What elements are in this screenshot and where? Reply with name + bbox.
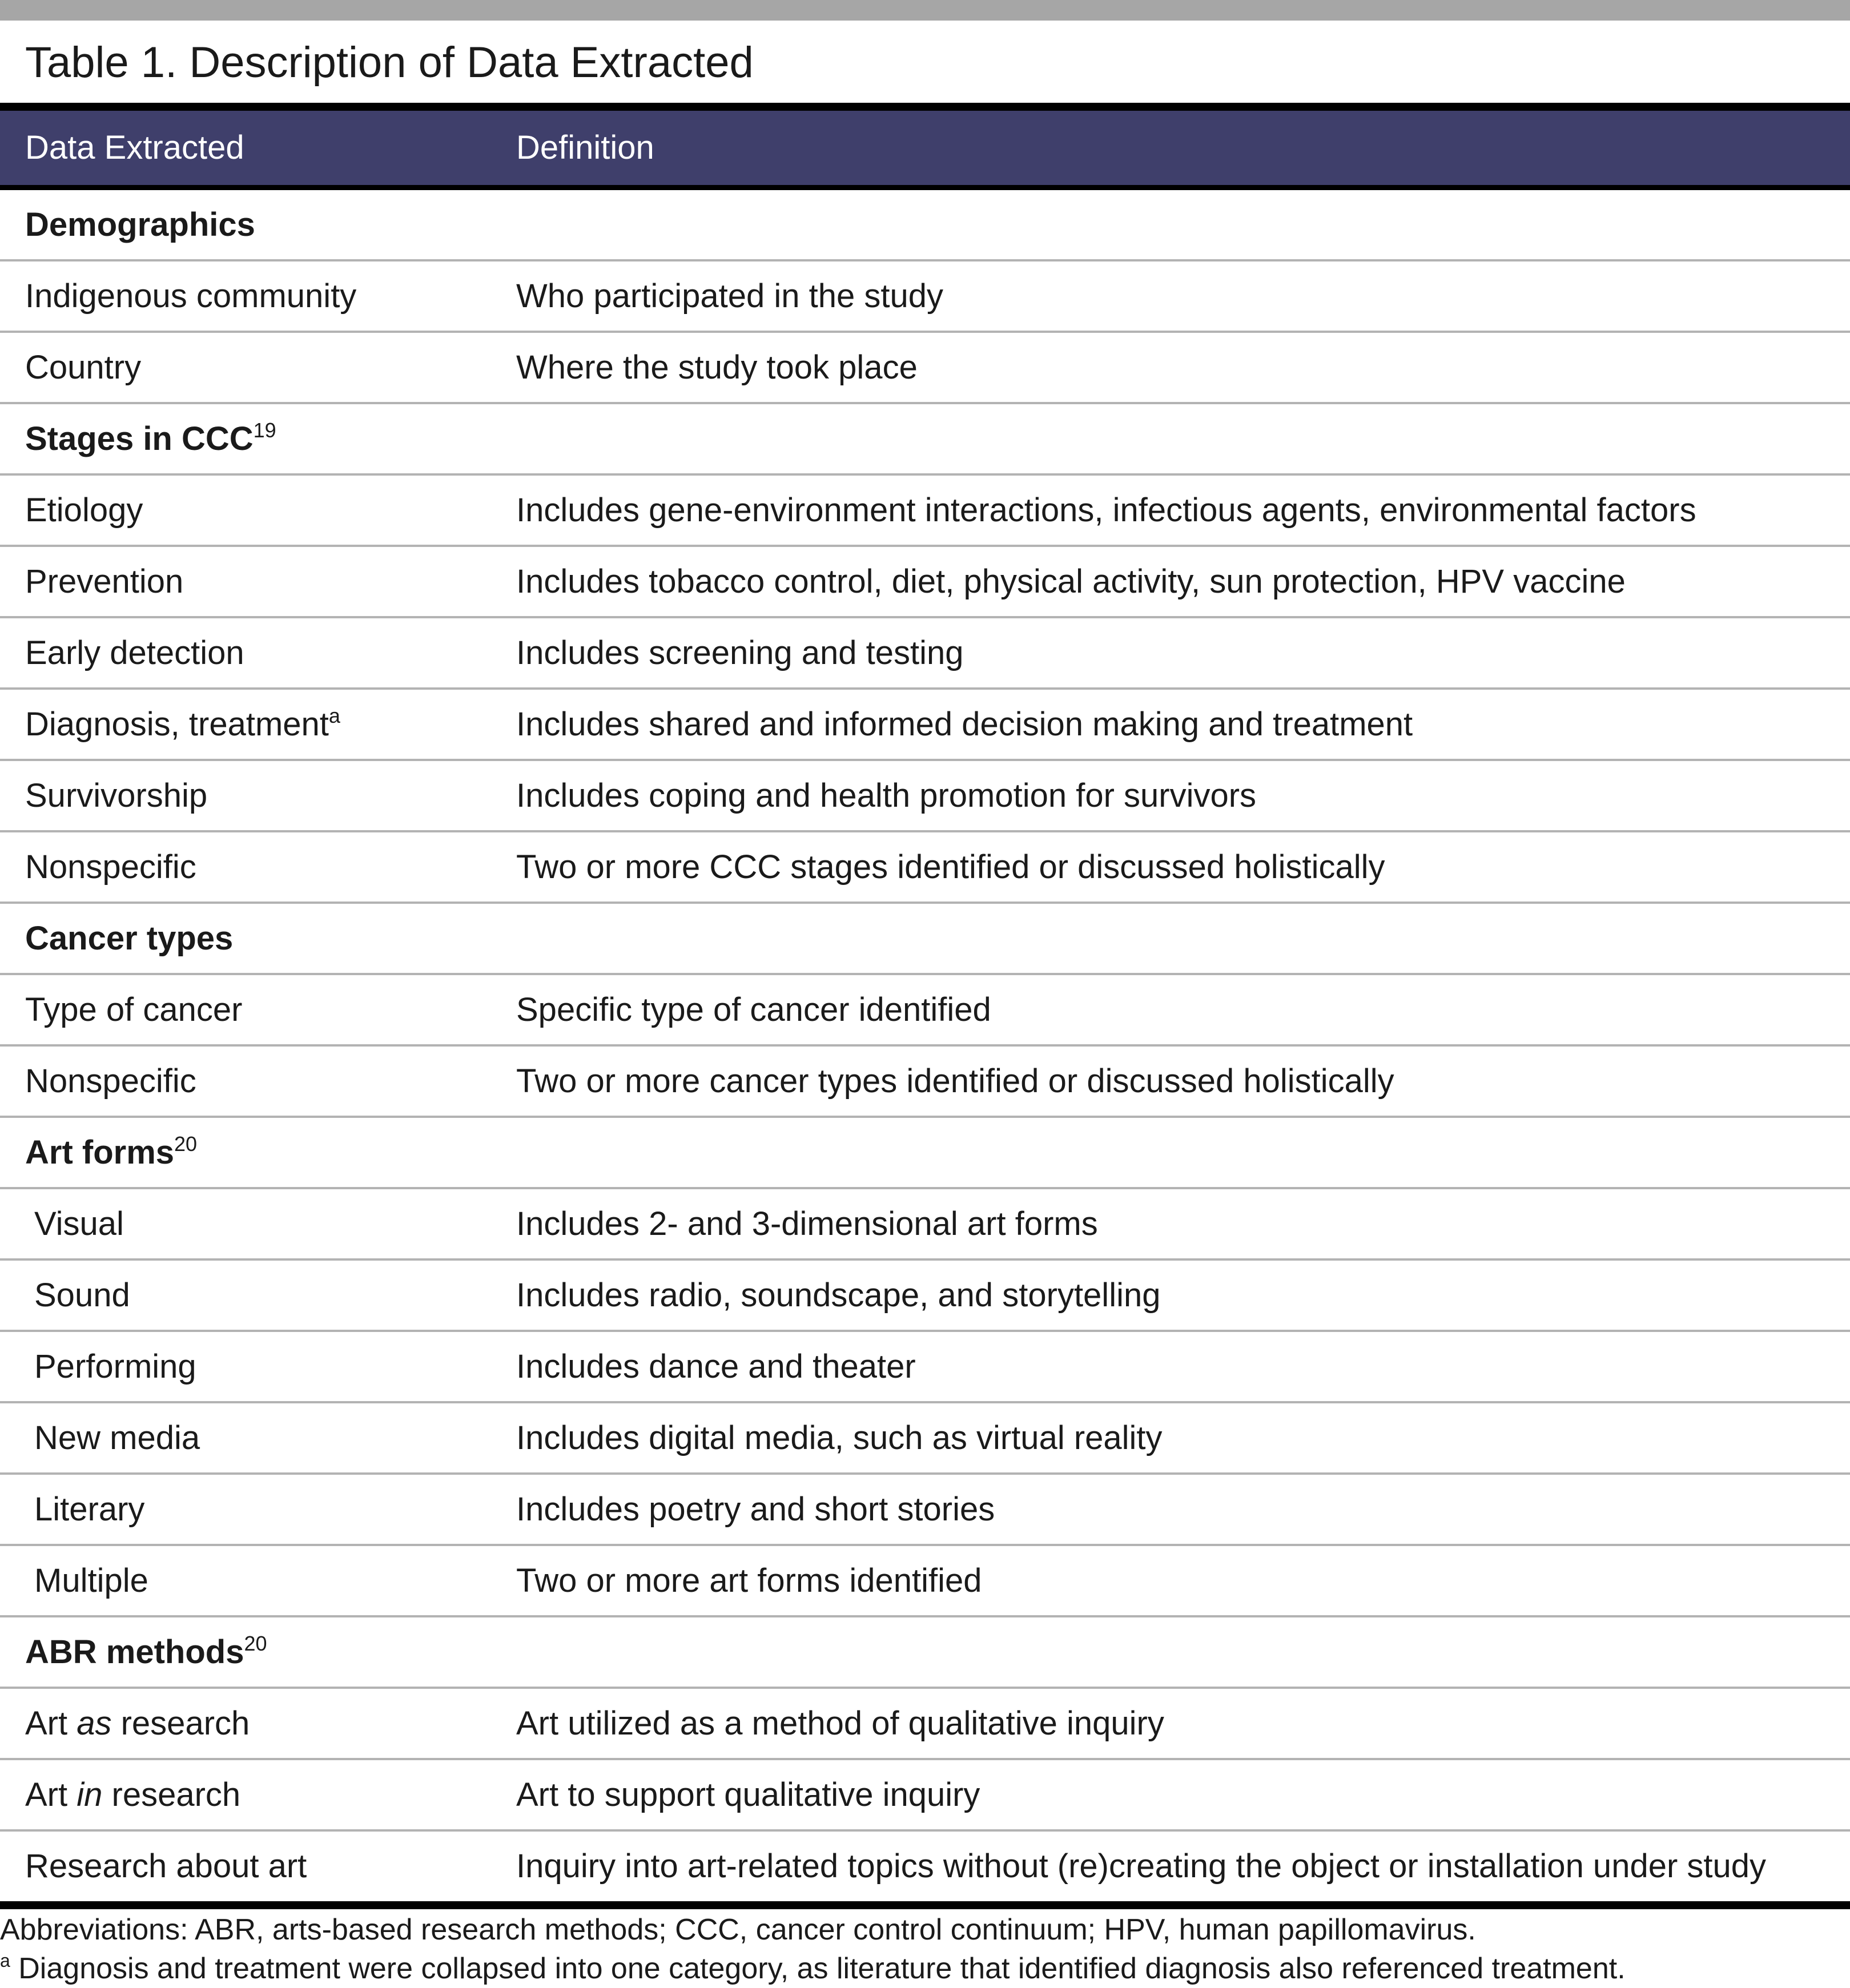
data-extracted-cell: [25, 1832, 307, 1901]
table-title-text: Description of Data Extracted: [189, 38, 754, 87]
definition-cell: Art utilized as a method of qualitative inquiry: [516, 1705, 1164, 1742]
section-label: [25, 904, 233, 973]
reference-superscript: 20: [244, 1632, 267, 1655]
table-row: [0, 1261, 1850, 1332]
table-header: [0, 111, 1850, 185]
table-row: [0, 1546, 1850, 1617]
label-text: Literary: [34, 1491, 145, 1528]
label-part: Art: [25, 1776, 77, 1813]
table-row: [0, 975, 1850, 1047]
reference-superscript: 20: [174, 1132, 198, 1156]
section-label: [25, 1617, 267, 1687]
table-row: [0, 547, 1850, 618]
header-data-extracted: Data Extracted: [25, 129, 244, 166]
table-row: [0, 476, 1850, 547]
label-text: Survivorship: [25, 777, 208, 814]
label-text: Demographics: [25, 206, 255, 243]
data-extracted-cell: [25, 547, 183, 616]
definition-cell: Includes coping and health promotion for survivors: [516, 777, 1257, 814]
note-marker: a: [0, 1950, 10, 1971]
table-title: [25, 34, 754, 91]
label-text: New media: [34, 1419, 200, 1456]
label-text: Nonspecific: [25, 1063, 196, 1100]
table-row: [0, 1047, 1850, 1118]
data-extracted-cell: [25, 832, 196, 902]
section-label: [25, 404, 276, 473]
header-definition: Definition: [516, 129, 654, 166]
definition-cell: Includes gene-environment interactions, infectious agents, environmental factors: [516, 492, 1696, 529]
table-row: [0, 1689, 1850, 1760]
definition-cell: Includes radio, soundscape, and storytelling: [516, 1277, 1161, 1314]
label-text: Stages in CCC: [25, 420, 254, 457]
label-text: Art forms: [25, 1134, 175, 1171]
definition-cell: Specific type of cancer identified: [516, 991, 991, 1028]
note-text: Diagnosis and treatment were collapsed into one category, as literature that identified diagnosis also referenced treatment.: [10, 1952, 1626, 1985]
definition-cell: Two or more art forms identified: [516, 1562, 982, 1599]
table-body: [0, 190, 1850, 1903]
top-gray-bar: [0, 0, 1850, 21]
definition-cell: Includes poetry and short stories: [516, 1491, 995, 1528]
label-text: Nonspecific: [25, 848, 196, 886]
data-extracted-cell: [25, 975, 242, 1044]
definition-cell: Where the study took place: [516, 349, 918, 386]
data-extracted-cell: [34, 1475, 144, 1544]
table-row: [0, 1832, 1850, 1903]
label-text: Indigenous community: [25, 277, 357, 315]
definition-cell: Includes tobacco control, diet, physical activity, sun protection, HPV vaccine: [516, 563, 1626, 600]
label-text: Type of cancer: [25, 991, 243, 1028]
data-extracted-cell: [34, 1189, 124, 1258]
data-extracted-cell: [34, 1332, 196, 1401]
table-row: [0, 261, 1850, 333]
data-extracted-cell: [25, 1689, 250, 1758]
label-text: Research about art: [25, 1848, 307, 1885]
table-row: [0, 1332, 1850, 1403]
table-row: [0, 761, 1850, 832]
section-row: [0, 904, 1850, 975]
section-row: [0, 1617, 1850, 1689]
definition-cell: Includes 2- and 3-dimensional art forms: [516, 1205, 1098, 1242]
table-row: [0, 1189, 1850, 1261]
label-text: Visual: [34, 1205, 124, 1242]
label-part: Art: [25, 1705, 77, 1742]
data-extracted-cell: [25, 476, 143, 545]
definition-cell: Inquiry into art-related topics without (re)creating the object or installation under study: [516, 1848, 1767, 1885]
data-extracted-cell: [25, 690, 340, 759]
table-row: [0, 1403, 1850, 1475]
data-extracted-cell: [25, 1047, 196, 1116]
definition-cell: Includes dance and theater: [516, 1348, 916, 1385]
table-title-number: Table 1.: [25, 38, 178, 87]
table-footnotes: [0, 1910, 1850, 1988]
section-label: [25, 1118, 197, 1187]
abbreviations-note: Abbreviations: ABR, arts-based research methods; CCC, cancer control continuum; HPV, human papillomavirus.: [0, 1913, 1476, 1946]
bottom-rule: [0, 1901, 1850, 1909]
data-extracted-cell: [25, 761, 207, 830]
definition-cell: Two or more cancer types identified or discussed holistically: [516, 1063, 1394, 1100]
definition-cell: Who participated in the study: [516, 277, 943, 315]
label-text: Cancer types: [25, 920, 234, 957]
table-row: [0, 690, 1850, 761]
reference-superscript: 19: [253, 418, 276, 442]
section-row: [0, 1118, 1850, 1189]
data-extracted-cell: [34, 1403, 200, 1472]
table-row: [0, 1475, 1850, 1546]
section-row: [0, 190, 1850, 261]
label-text: Country: [25, 349, 142, 386]
label-text: Etiology: [25, 492, 143, 529]
label-part: as: [77, 1705, 112, 1742]
definition-cell: Art to support qualitative inquiry: [516, 1776, 980, 1813]
reference-superscript: a: [328, 704, 340, 727]
data-extracted-cell: [34, 1546, 148, 1615]
data-extracted-cell: [25, 261, 356, 331]
label-part: in: [77, 1776, 103, 1813]
table-row: [0, 1760, 1850, 1832]
definition-cell: Includes screening and testing: [516, 634, 964, 671]
label-text: ABR methods: [25, 1633, 244, 1671]
data-extracted-cell: [25, 618, 244, 687]
label-text: Prevention: [25, 563, 184, 600]
label-text: Early detection: [25, 634, 244, 671]
table-row: [0, 832, 1850, 904]
definition-cell: Two or more CCC stages identified or discussed holistically: [516, 848, 1385, 886]
label-text: Performing: [34, 1348, 196, 1385]
label-text: Multiple: [34, 1562, 148, 1599]
label-text: Sound: [34, 1277, 130, 1314]
section-label: [25, 190, 255, 259]
table-row: [0, 618, 1850, 690]
data-extracted-cell: [25, 333, 141, 402]
diagnosis-note: [0, 1949, 1850, 1988]
data-extracted-cell: [25, 1760, 240, 1829]
data-extracted-cell: [34, 1261, 130, 1330]
label-part: research: [111, 1705, 250, 1742]
label-text: Diagnosis, treatment: [25, 706, 329, 743]
definition-cell: Includes shared and informed decision making and treatment: [516, 706, 1413, 743]
table-row: [0, 333, 1850, 404]
header-rule: [0, 185, 1850, 190]
definition-cell: Includes digital media, such as virtual reality: [516, 1419, 1163, 1456]
section-row: [0, 404, 1850, 476]
label-part: research: [102, 1776, 241, 1813]
title-rule: [0, 103, 1850, 111]
